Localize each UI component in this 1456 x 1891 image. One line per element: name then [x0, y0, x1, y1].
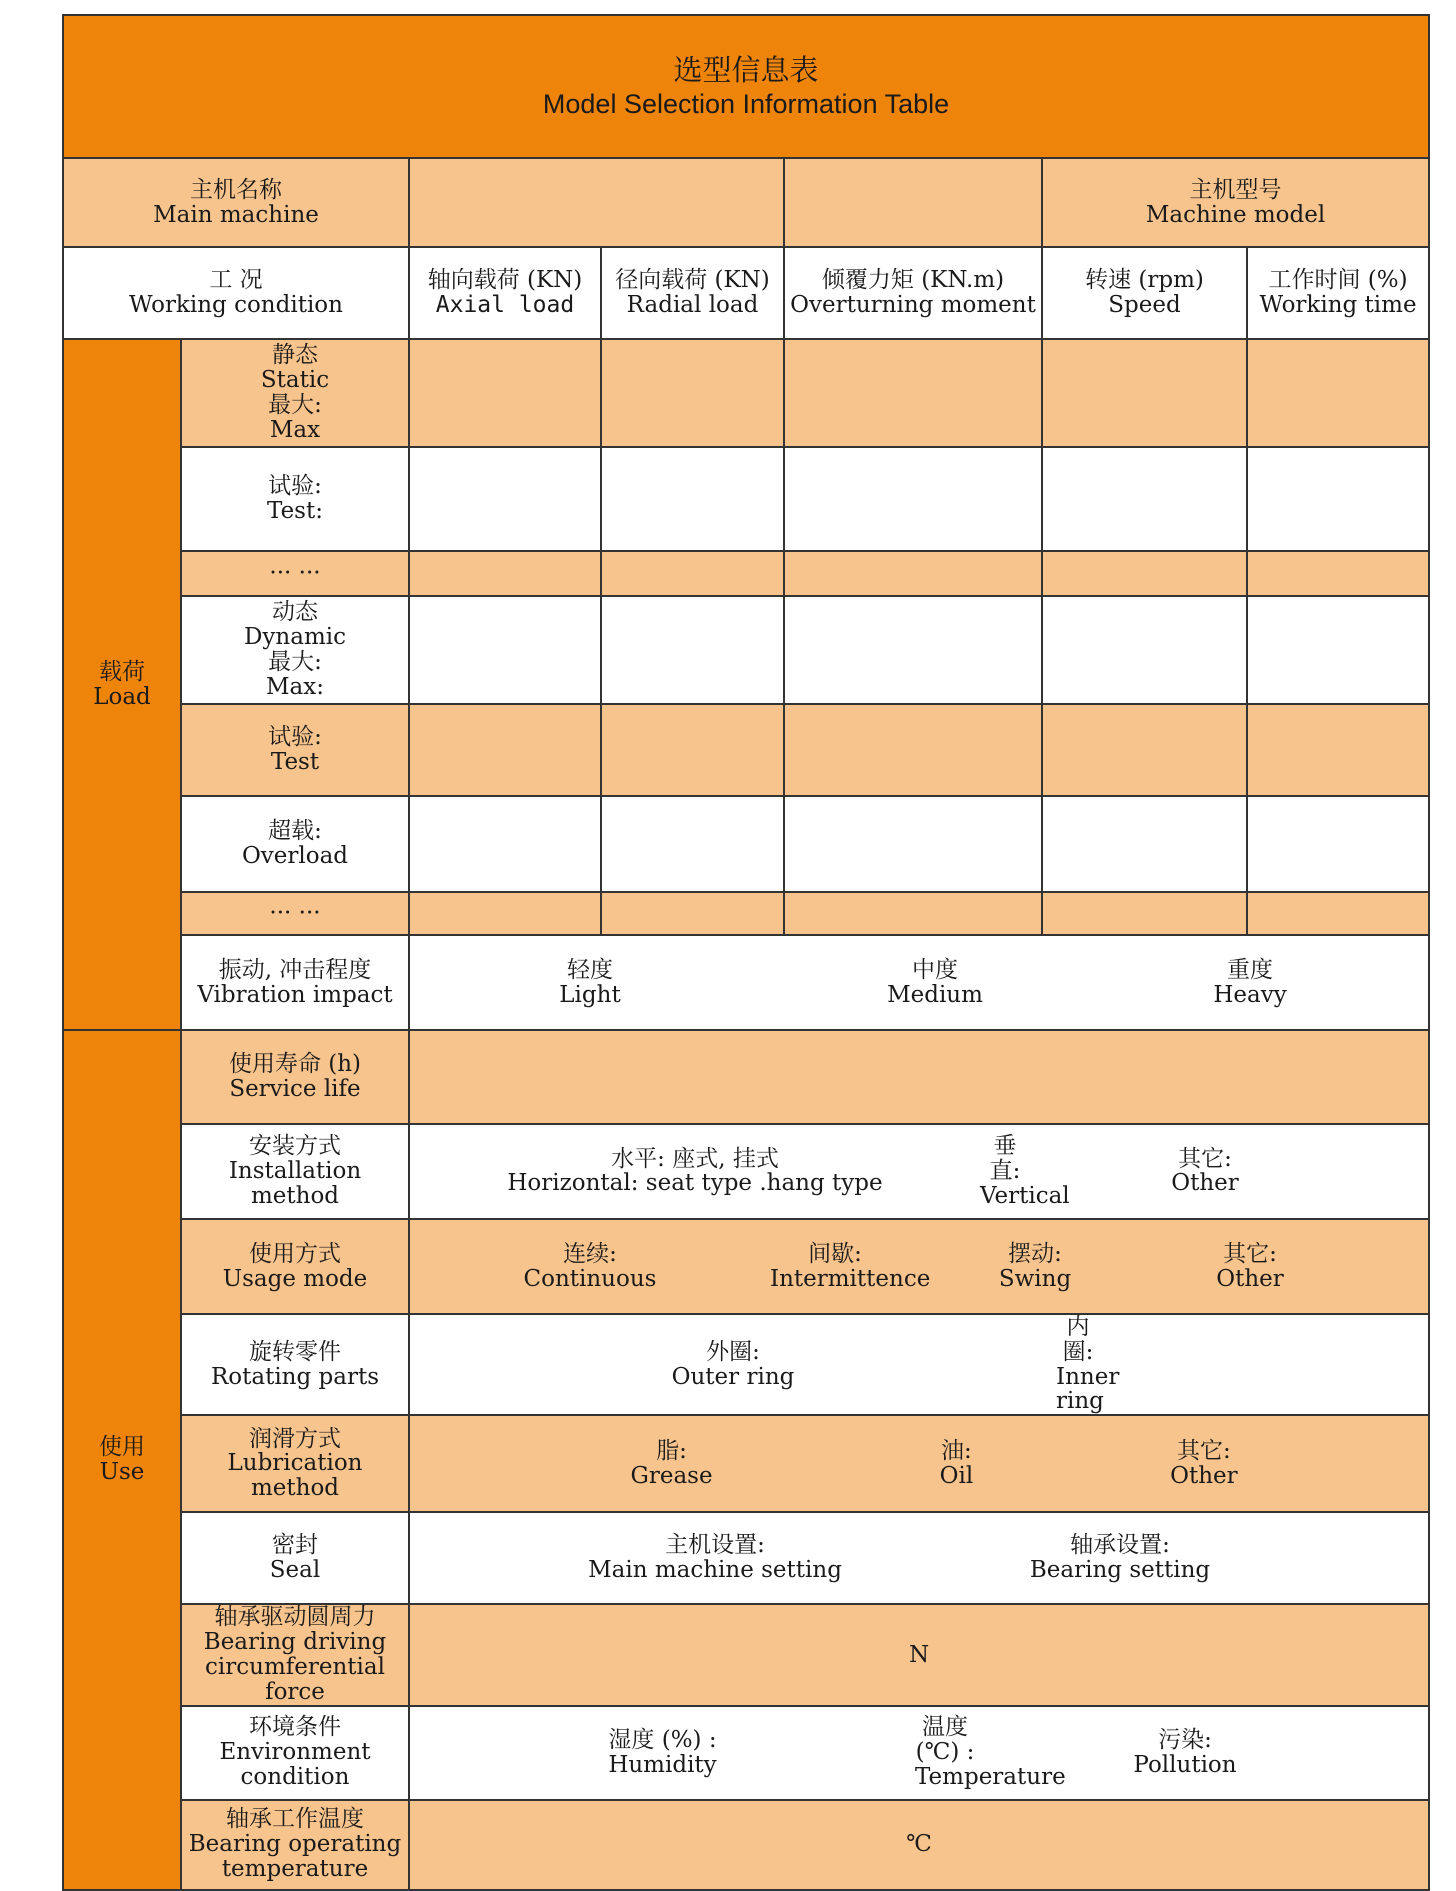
installation-options: [409, 1124, 1429, 1219]
row-label-lubrication: [181, 1415, 409, 1512]
col-moment-en: Overturning moment: [790, 292, 1036, 318]
rotating-option-group: [410, 1315, 1428, 1414]
cell-axial[interactable]: [409, 596, 601, 704]
load-zh: 载荷: [99, 658, 145, 685]
cell-axial[interactable]: [409, 796, 601, 892]
col-header-time: [1247, 247, 1429, 339]
option-en: Other: [1216, 1265, 1284, 1292]
col-time-zh: 工作时间 (%): [1268, 267, 1408, 294]
lubrication-zh: 润滑方式: [249, 1425, 341, 1452]
main-machine-input[interactable]: [409, 158, 784, 247]
option-en: Humidity: [608, 1751, 717, 1778]
row-label-line: 超载:: [268, 818, 322, 845]
option-zh: 连续:: [563, 1240, 617, 1267]
option-en: Grease: [630, 1462, 713, 1489]
col-axial-en: Axial load: [435, 292, 575, 318]
option-zh: 间歇:: [808, 1240, 862, 1267]
col-radial-zh: 径向载荷 (KN): [615, 267, 770, 294]
option-zh: 脂:: [656, 1437, 687, 1464]
lubrication-option-group: [410, 1439, 1428, 1489]
row-label-seal: [181, 1512, 409, 1604]
cell-time[interactable]: [1247, 339, 1429, 447]
lubrication-options: [409, 1415, 1429, 1512]
driving-force-line: circumferential force: [205, 1653, 385, 1705]
row-label-driving-force: [181, 1604, 409, 1705]
installation-zh: 安装方式: [249, 1133, 341, 1160]
cell-time[interactable]: [1247, 551, 1429, 596]
option-zh: 内圈:: [1062, 1314, 1094, 1365]
driving-force-input[interactable]: [409, 1604, 1429, 1705]
option-en: Swing: [998, 1265, 1072, 1292]
operating-temp-line: Bearing operating: [188, 1831, 402, 1858]
col-speed-en: Speed: [1108, 292, 1181, 318]
row-label-line: Max: [269, 416, 321, 443]
option-light[interactable]: [410, 958, 770, 1008]
option-horizontal[interactable]: [410, 1147, 980, 1197]
row-label-service-life: [181, 1030, 409, 1124]
cell-speed[interactable]: [1042, 596, 1247, 704]
row-label-line: ··· ···: [269, 900, 321, 927]
option-zh: 污染:: [1158, 1726, 1212, 1753]
vibration-option-group: [410, 958, 1428, 1008]
option-en: Outer ring: [671, 1363, 795, 1390]
option-zh: 轴承设置:: [1070, 1532, 1170, 1559]
cell-axial[interactable]: [409, 447, 601, 551]
operating-temp-line: 轴承工作温度: [226, 1806, 364, 1833]
load-section-label: [63, 339, 181, 1030]
lubrication-en: Lubrication method: [227, 1450, 363, 1502]
driving-force-line: Bearing driving: [203, 1629, 387, 1656]
table-title: [63, 15, 1429, 158]
cell-axial[interactable]: [409, 704, 601, 796]
option-en: Inner ring: [1056, 1363, 1120, 1415]
row-label-line: Test: [270, 749, 320, 775]
row-label-line: Max:: [266, 673, 324, 700]
cell-speed[interactable]: [1042, 892, 1247, 935]
usage-options: [409, 1219, 1429, 1314]
environment-line: Environment: [219, 1739, 371, 1766]
main-machine-en: Main machine: [153, 201, 319, 228]
option-vertical[interactable]: [980, 1133, 1070, 1209]
cell-axial[interactable]: [409, 551, 601, 596]
row-label-dynamic-test: [181, 704, 409, 796]
option-grease[interactable]: [410, 1439, 933, 1489]
cell-axial[interactable]: [409, 892, 601, 935]
option-swing[interactable]: [900, 1242, 1170, 1292]
vibration-options: [409, 935, 1429, 1030]
option-inner-ring[interactable]: [1056, 1314, 1120, 1415]
seal-zh: 密封: [272, 1532, 318, 1559]
row-label-line: Dynamic: [243, 624, 346, 651]
option-zh: 油:: [941, 1437, 972, 1464]
environment-options: [409, 1706, 1429, 1800]
service-life-en: Service life: [229, 1076, 361, 1102]
main-machine-label: [63, 158, 409, 247]
cell-moment[interactable]: [784, 892, 1042, 935]
row-label-line: 最大:: [268, 649, 322, 675]
usage-en: Usage mode: [222, 1265, 368, 1292]
option-pollution[interactable]: [975, 1728, 1395, 1778]
option-zh: 重度: [1227, 956, 1273, 983]
cell-moment[interactable]: [784, 551, 1042, 596]
machine-model-label: [1042, 158, 1429, 247]
cell-moment[interactable]: [784, 596, 1042, 704]
cell-axial[interactable]: [409, 339, 601, 447]
option-en: Intermittence: [770, 1265, 931, 1292]
unit-label: N: [908, 1641, 930, 1668]
option-zh: 主机设置:: [665, 1532, 765, 1559]
cell-speed[interactable]: [1042, 704, 1247, 796]
usage-option-group: [410, 1242, 1428, 1292]
col-header-moment: [784, 247, 1042, 339]
row-label-line: 试验:: [268, 724, 322, 751]
option-other[interactable]: [1170, 1242, 1330, 1292]
cell-time[interactable]: [1247, 596, 1429, 704]
operating-temp-line: temperature: [221, 1856, 369, 1883]
title-zh: 选型信息表: [673, 52, 819, 87]
row-label-line: Overload: [241, 843, 349, 869]
installation-en: Installation method: [228, 1158, 362, 1209]
col-axial-zh: 轴向载荷 (KN): [427, 267, 583, 294]
title-en: Model Selection Information Table: [542, 88, 950, 119]
machine-model-input[interactable]: [784, 158, 1042, 247]
col-header-condition: [63, 247, 409, 339]
cell-radial[interactable]: [601, 339, 784, 447]
seal-options: [409, 1512, 1429, 1604]
row-label-line: 动态: [272, 599, 318, 626]
col-speed-zh: 转速 (rpm): [1085, 267, 1204, 294]
cell-speed[interactable]: [1042, 551, 1247, 596]
cell-speed[interactable]: [1042, 339, 1247, 447]
option-outer-ring[interactable]: [410, 1340, 1056, 1390]
environment-line: condition: [240, 1764, 350, 1791]
cell-time[interactable]: [1247, 704, 1429, 796]
rotating-en: Rotating parts: [210, 1363, 380, 1390]
option-zh: 垂直:: [989, 1133, 1021, 1185]
vibration-en: Vibration impact: [197, 981, 393, 1008]
row-label-line: Test:: [267, 498, 323, 524]
cell-moment[interactable]: [784, 796, 1042, 892]
option-en: Other: [1171, 1170, 1239, 1197]
operating-temp-input[interactable]: [409, 1800, 1429, 1890]
option-en: Pollution: [1133, 1751, 1237, 1778]
seal-en: Seal: [269, 1557, 321, 1584]
unit-label: ℃: [906, 1831, 932, 1858]
selection-table: [62, 14, 1430, 1891]
option-en: Other: [1170, 1462, 1238, 1489]
option-humidity[interactable]: [410, 1728, 915, 1778]
usage-zh: 使用方式: [249, 1240, 341, 1267]
row-label-line: Static: [260, 367, 330, 394]
row-label-line: 静态: [272, 342, 318, 369]
option-bearing-setting[interactable]: [1020, 1533, 1220, 1583]
col-condition-zh: 工 况: [209, 267, 263, 294]
rotating-zh: 旋转零件: [249, 1338, 341, 1365]
option-temperature[interactable]: [915, 1714, 1066, 1791]
col-header-axial: [409, 247, 601, 339]
cell-time[interactable]: [1247, 892, 1429, 935]
cell-radial[interactable]: [601, 596, 784, 704]
environment-option-group: [410, 1715, 1428, 1789]
installation-option-group: [410, 1134, 1428, 1208]
option-other[interactable]: [1030, 1147, 1380, 1197]
col-header-radial: [601, 247, 784, 339]
option-zh: 其它:: [1177, 1437, 1231, 1464]
option-zh: 其它:: [1223, 1240, 1277, 1267]
use-zh: 使用: [99, 1433, 145, 1460]
row-label-dynamic-max: [181, 596, 409, 704]
environment-line: 环境条件: [249, 1714, 341, 1741]
row-label-static-max: [181, 339, 409, 447]
option-en: Oil: [939, 1462, 974, 1489]
seal-option-group: [410, 1533, 1428, 1583]
option-en: Medium: [887, 981, 983, 1008]
main-machine-zh: 主机名称: [190, 176, 282, 203]
option-en: Vertical: [980, 1182, 1070, 1209]
option-medium[interactable]: [770, 958, 1100, 1008]
option-other[interactable]: [980, 1439, 1428, 1489]
selection-form: [62, 14, 1428, 1883]
option-en: Temperature: [915, 1764, 1066, 1791]
col-radial-en: Radial load: [626, 292, 759, 318]
cell-time[interactable]: [1247, 796, 1429, 892]
option-zh: 其它:: [1178, 1145, 1232, 1172]
option-main-machine-setting[interactable]: [410, 1533, 1020, 1583]
cell-moment[interactable]: [784, 447, 1042, 551]
row-label-operating-temp: [181, 1800, 409, 1890]
row-label-line: 最大:: [268, 392, 322, 418]
row-label-line: 试验:: [268, 473, 322, 500]
use-section-label: [63, 1030, 181, 1890]
option-en: Horizontal: seat type .hang type: [507, 1170, 883, 1197]
option-en: Bearing setting: [1029, 1557, 1211, 1584]
machine-model-en: Machine model: [1145, 201, 1326, 228]
option-zh: 水平: 座式, 挂式: [611, 1145, 779, 1172]
col-time-en: Working time: [1259, 292, 1417, 318]
option-continuous[interactable]: [410, 1242, 770, 1292]
col-condition-en: Working condition: [129, 292, 343, 318]
row-label-overload: [181, 796, 409, 892]
cell-radial[interactable]: [601, 704, 784, 796]
col-header-speed: [1042, 247, 1247, 339]
row-label-static-test: [181, 447, 409, 551]
service-life-input[interactable]: [409, 1030, 1429, 1124]
driving-force-line: 轴承驱动圆周力: [214, 1604, 376, 1631]
cell-moment[interactable]: [784, 704, 1042, 796]
cell-radial[interactable]: [601, 447, 784, 551]
row-label-rotating: [181, 1314, 409, 1415]
option-en: Heavy: [1213, 981, 1287, 1008]
cell-radial[interactable]: [601, 551, 784, 596]
option-zh: 外圈:: [706, 1338, 760, 1365]
use-en: Use: [99, 1458, 145, 1485]
cell-speed[interactable]: [1042, 447, 1247, 551]
row-label-ellipsis: [181, 892, 409, 935]
vibration-zh: 振动, 冲击程度: [218, 956, 372, 983]
col-moment-zh: 倾覆力矩 (KN.m): [821, 267, 1005, 294]
cell-speed[interactable]: [1042, 796, 1247, 892]
option-zh: 轻度: [567, 956, 613, 983]
row-label-line: ··· ···: [269, 560, 321, 587]
machine-model-zh: 主机型号: [1189, 176, 1282, 203]
cell-radial[interactable]: [601, 892, 784, 935]
cell-time[interactable]: [1247, 447, 1429, 551]
option-heavy[interactable]: [1100, 958, 1400, 1008]
cell-radial[interactable]: [601, 796, 784, 892]
option-intermittence[interactable]: [770, 1240, 931, 1292]
option-zh: 中度: [912, 956, 958, 983]
option-zh: 湿度 (%) :: [608, 1726, 717, 1753]
row-label-installation: [181, 1124, 409, 1219]
option-en: Light: [559, 981, 621, 1008]
row-label-vibration: [181, 935, 409, 1030]
option-zh: 温度 (℃) :: [915, 1714, 975, 1766]
rotating-options: [409, 1314, 1429, 1415]
cell-moment[interactable]: [784, 339, 1042, 447]
option-en: Continuous: [523, 1265, 657, 1292]
option-en: Main machine setting: [588, 1557, 842, 1584]
option-zh: 摆动:: [1008, 1240, 1062, 1267]
option-oil[interactable]: [933, 1439, 980, 1489]
load-en: Load: [93, 683, 151, 710]
row-label-ellipsis: [181, 551, 409, 596]
service-life-zh: 使用寿命 (h): [228, 1051, 362, 1078]
row-label-environment: [181, 1706, 409, 1800]
row-label-usage: [181, 1219, 409, 1314]
